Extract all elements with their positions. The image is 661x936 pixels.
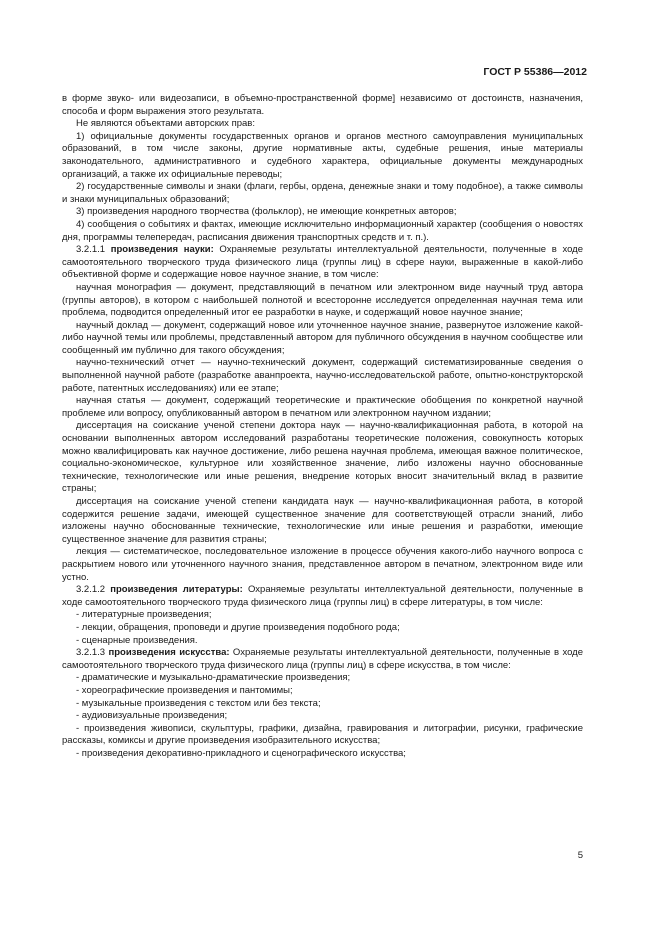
paragraph: 4) сообщения о событиях и фактах, имеющие исключительно информационный характер (сообщения о новостях дня, программы телепередач, расписания движения транспортных средств и т. п.). — [62, 218, 583, 243]
section-3211 — [62, 244, 583, 282]
list-art — [62, 672, 583, 760]
section-number: 3.2.1.1 — [76, 244, 106, 256]
section-3212 — [62, 584, 583, 609]
paragraph: в форме звуко- или видеозаписи, в объемно-пространственной форме] независимо от достоинств, назначения, способа и форм выражения этого результата. — [62, 93, 583, 117]
list-literature — [62, 609, 583, 647]
list-item: - лекции, обращения, проповеди и другие произведения подобного рода; — [76, 621, 400, 633]
paragraph: 2) государственные символы и знаки (флаги, гербы, ордена, денежные знаки и тому подобное), а также символы и знаки муниципальных образований; — [62, 181, 583, 205]
paragraph: научная монография — документ, представляющий в печатном или электронном виде научный труд автора (группы авторов), в котором с наибольшей полнотой и всесторонне исследуется определенная научная тема или проблема, подводится определенный итог ее разработки в науке, и содержащий новое научное знание; — [62, 281, 583, 319]
paragraph: научная статья — документ, содержащий теоретические и практические обобщения по конкретной научной проблеме или вопросу, опубликованный автором в печатном или электронном научном издании; — [62, 395, 583, 419]
paragraph: 1) официальные документы государственных органов и органов местного самоуправления муниципальных образований, в том числе законы, другие нормативные акты, судебные решения, иные материалы законодательного, административного и судебного характера, официальные документы международных организаций, а также их официальные переводы; — [62, 130, 583, 180]
page-number: 5 — [577, 850, 583, 861]
paragraph: диссертация на соискание ученой степени кандидата наук — научно-квалификационная работа, в которой содержится решение задачи, имеющей существенное значение для соответствующей отрасли знаний, либо изложены научно обоснованные технические, технологические или иные решения и разработки, имеющие существенное значение для развития страны; — [62, 496, 583, 545]
paragraph: научно-технический отчет — научно-технический документ, содержащий систематизированные сведения о выполненной научной работе (разработке аванпроекта, научно-исследовательской работе, опытно-конструкторской работе, патентных исследованиях) или ее этапе; — [62, 357, 583, 394]
section-text: Охраняемые результаты интеллектуальной деятельности, полученные в ходе самоотоятельного творческого труда физического лица (группы лиц) в сфере науки, выраженные в какой-либо объективной форме и содержащие новое научное знание, в том числе: — [62, 244, 583, 281]
paragraph: 3) произведения народного творчества (фольклор), не имеющие конкретных авторов; — [76, 206, 457, 218]
section-title: произведения литературы: — [110, 584, 243, 596]
document-header: ГОСТ Р 55386—2012 — [483, 66, 587, 78]
list-item: - драматические и музыкально-драматические произведения; — [76, 672, 351, 684]
document-body — [62, 93, 583, 760]
list-item: - произведения декоративно-прикладного и сценографического искусства; — [76, 747, 406, 759]
list-item: - музыкальные произведения с текстом или без текста; — [76, 697, 321, 709]
section-title: произведения искусства: — [108, 647, 230, 659]
list-item: - литературные произведения; — [76, 609, 212, 621]
paragraph: научный доклад — документ, содержащий новое или уточненное научное знание, развернутое изложение какой-либо научной темы или проблемы, представленный автором для публичного обсуждения в научном сообществе или сообщенный им публично для такого обсуждения; — [62, 319, 583, 356]
paragraph: лекция — систематическое, последовательное изложение в процессе обучения какого-либо научного вопроса с раскрытием нового или уточненного научного знания, представленное автором в печатном, электронном виде или устно. — [62, 546, 583, 583]
section-title: произведения науки: — [110, 244, 214, 256]
list-item: - произведения живописи, скульптуры, графики, дизайна, гравирования и литографии, рисунки, графические рассказы, комиксы и другие произведения изобразительного искусства; — [62, 722, 583, 747]
section-3213 — [62, 647, 583, 672]
paragraph: Не являются объектами авторских прав: — [76, 118, 255, 130]
list-item: - сценарные произведения. — [76, 634, 198, 646]
section-text: Охраняемые результаты интеллектуальной деятельности, полученные в ходе самоотоятельного творческого труда физического лица (группы лиц) в сфере литературы, в том числе: — [62, 584, 583, 608]
list-item: - хореографические произведения и пантомимы; — [76, 684, 293, 696]
list-item: - аудиовизуальные произведения; — [76, 710, 228, 722]
section-number: 3.2.1.3 — [76, 647, 106, 659]
section-number: 3.2.1.2 — [76, 584, 106, 596]
section-text: Охраняемые результаты интеллектуальной деятельности, полученные в ходе самоотоятельного творческого труда физического лица (группы лиц) в сфере искусства, в том числе: — [62, 647, 583, 671]
paragraph: диссертация на соискание ученой степени доктора наук — научно-квалификационная работа, в которой на основании выполненных автором исследований разработаны теоретические положения, совокупность которых можно квалифицировать как научное достижение, либо решена научная проблема, имеющая важное политическое, социально-экономическое, культурное или хозяйственное значение, либо изложены научно обоснованные технические, технологические или иные решения, внедрение которых вносит значительный вклад в развитие страны; — [62, 420, 583, 495]
